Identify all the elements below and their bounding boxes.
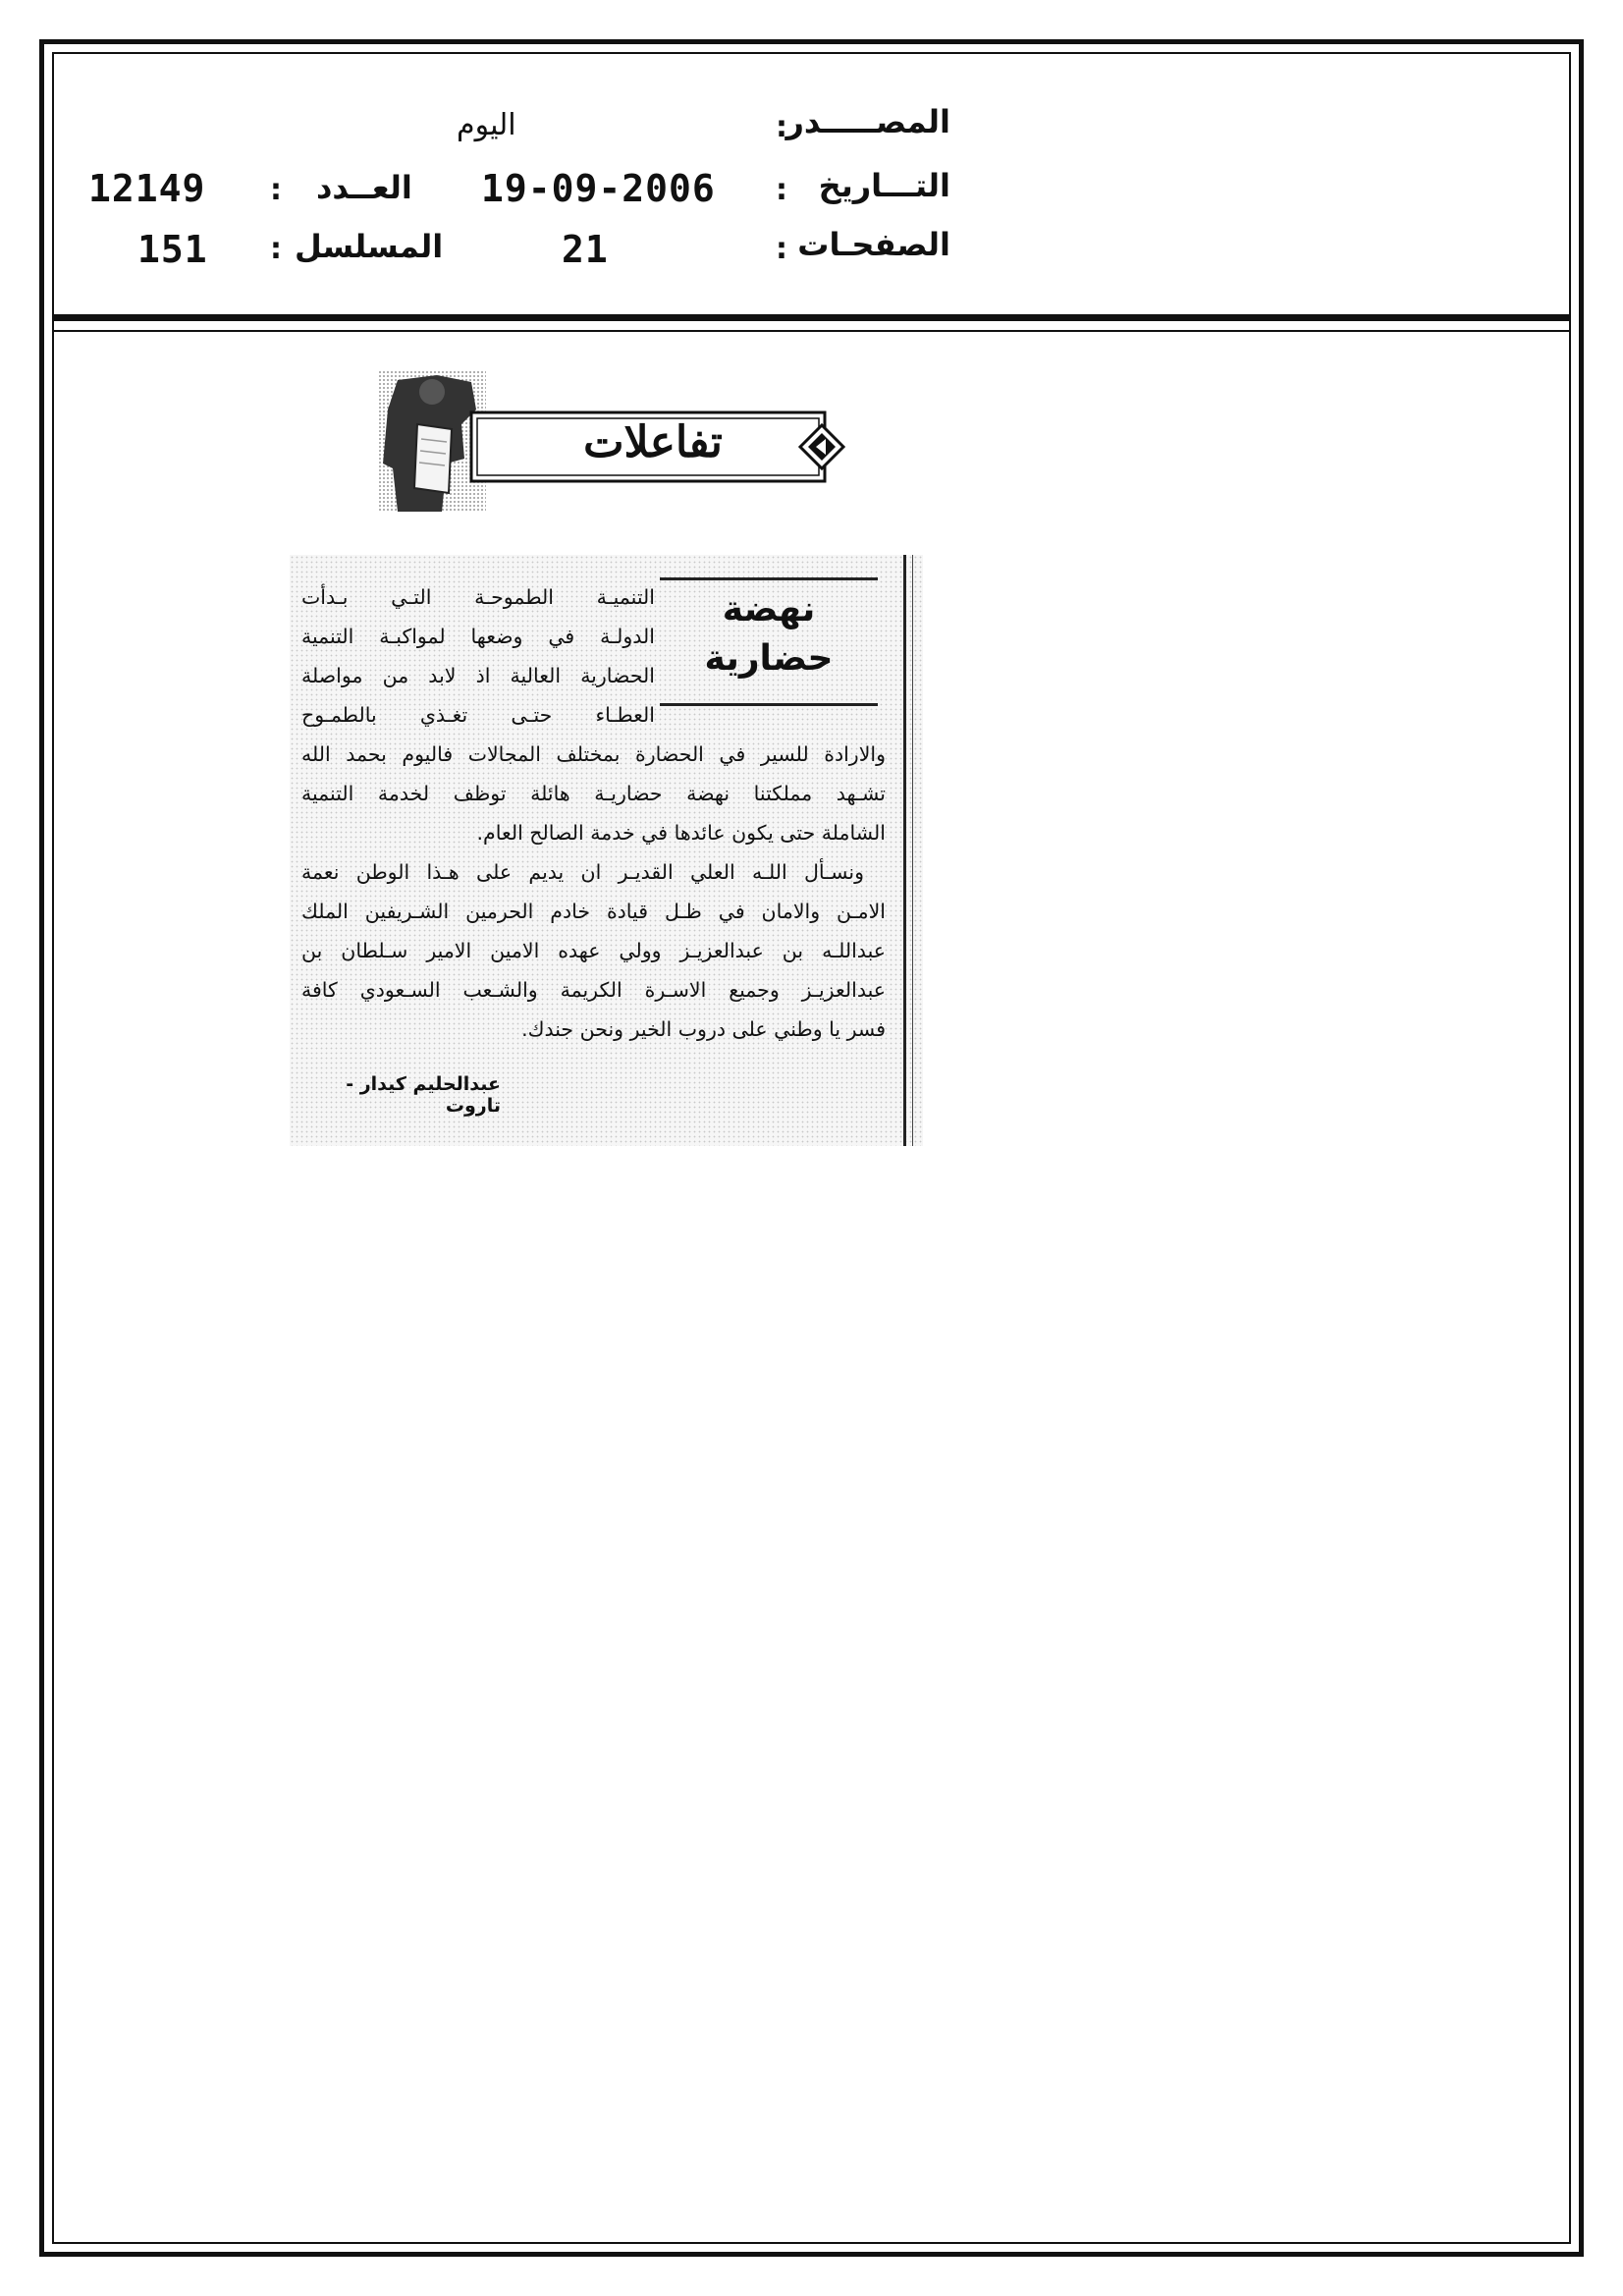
headline-rule-bottom xyxy=(660,703,878,706)
article-line: عبداللـه بن عبدالعزيـز وولي عهده الامين الامير سـلطان بن xyxy=(301,939,886,962)
date-colon: : xyxy=(776,173,787,207)
article-line: تشـهد مملكتنا نهضة حضاريـة هائلة توظف لخدمة التنمية xyxy=(301,782,886,805)
serial-colon: : xyxy=(270,232,282,266)
source-colon: : xyxy=(776,110,787,144)
pages-value: 21 xyxy=(562,228,609,271)
header-separator-thin xyxy=(52,330,1571,332)
article-right-rule-thin xyxy=(912,555,913,1146)
article-line: التنميـة الطموحـة التـي بـدأت xyxy=(301,585,655,609)
source-label: المصـــــدر xyxy=(785,103,950,140)
issue-value: 12149 xyxy=(88,167,206,210)
article-right-rule xyxy=(903,555,906,1146)
section-banner xyxy=(378,370,849,512)
article-line: الامـن والامان في ظـل قيادة خادم الحرمين الشـريفين الملك xyxy=(301,900,886,923)
issue-colon: : xyxy=(270,173,282,207)
article-line: عبدالعزيـز وجميع الاسـرة الكريمة والشـعب السـعودي كافة xyxy=(301,978,886,1002)
pages-label: الصفحـات xyxy=(797,226,950,263)
header-separator-thick xyxy=(52,314,1571,321)
article-line: الحضارية العالية اذ لابد من مواصلة xyxy=(301,664,655,687)
date-value: 19-09-2006 xyxy=(481,167,716,210)
section-title: تفاعلات xyxy=(583,417,723,467)
article-headline xyxy=(660,577,878,708)
issue-label: العــدد xyxy=(316,169,412,206)
headline-line-1: نهضة xyxy=(722,589,816,629)
article-line: الشاملة حتى يكون عائدها في خدمة الصالح العام. xyxy=(476,821,886,845)
pages-colon: : xyxy=(776,232,787,266)
date-label: التـــاريخ xyxy=(818,167,950,204)
article-line: ونسـأل اللـه العلي القديـر ان يديم على هـذا الوطن نعمة xyxy=(301,860,864,884)
article-line: الدولـة في وضعها لمواكبـة التنمية xyxy=(301,625,655,648)
source-value: اليوم xyxy=(457,108,516,142)
serial-value: 151 xyxy=(137,228,208,271)
headline-line-2: حضارية xyxy=(704,638,834,679)
article-line: العطـاء حتـى تغـذي بالطمـوح xyxy=(301,703,655,727)
article-byline: عبدالحليم كيدار - تاروت xyxy=(346,1073,501,1117)
article-line: والارادة للسير في الحضارة بمختلف المجالات فاليوم بحمد الله xyxy=(301,742,886,766)
article-line: فسر يا وطني على دروب الخير ونحن جندك. xyxy=(521,1017,886,1041)
headline-rule-top xyxy=(660,577,878,580)
serial-label: المسلسل xyxy=(295,228,444,265)
